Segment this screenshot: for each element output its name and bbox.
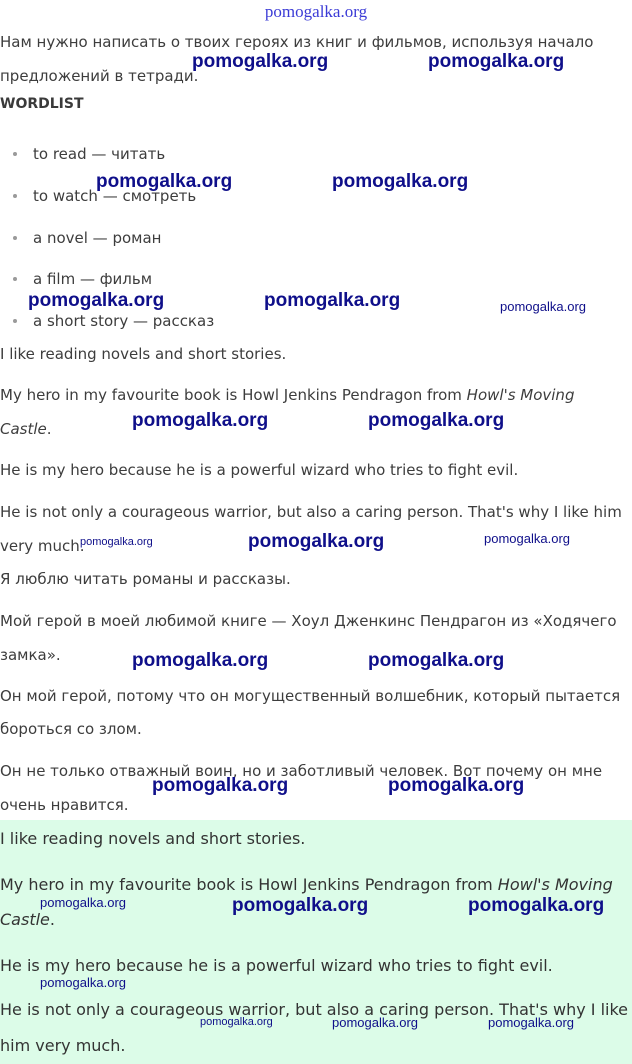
watermark: pomogalka.org bbox=[368, 650, 505, 671]
answer-line-3: He is my hero because he is a powerful wizard who tries to fight evil. bbox=[0, 956, 553, 975]
watermark: pomogalka.org bbox=[132, 410, 269, 431]
bullet-icon bbox=[13, 277, 17, 281]
watermark: pomogalka.org bbox=[40, 895, 126, 910]
watermark: pomogalka.org bbox=[428, 51, 565, 72]
answer-book-title-part-1: Howl's Moving bbox=[497, 875, 613, 894]
book-title-part-2: Castle bbox=[0, 420, 47, 438]
answer-line-2a-text: My hero in my favourite book is Howl Jenkins Pendragon from bbox=[0, 875, 498, 894]
english-line-2a bbox=[0, 386, 574, 404]
watermark: pomogalka.org bbox=[80, 536, 153, 548]
wordlist-item-text: a novel — роман bbox=[33, 229, 162, 247]
watermark: pomogalka.org bbox=[152, 775, 289, 796]
answer-line-4a: He is not only a courageous warrior, but also a caring person. That's why I like bbox=[0, 1000, 629, 1019]
watermark: pomogalka.org bbox=[200, 1016, 273, 1028]
english-line-4b: very much. bbox=[0, 537, 85, 555]
wordlist-heading: WORDLIST bbox=[0, 96, 84, 112]
watermark: pomogalka.org bbox=[264, 290, 401, 311]
watermark: pomogalka.org bbox=[468, 895, 605, 916]
english-line-2b-end: . bbox=[46, 420, 52, 438]
answer-line-2b bbox=[0, 910, 55, 930]
intro-line-1: Нам нужно написать о твоих героях из книг и фильмов, используя начало bbox=[0, 33, 594, 51]
answer-line-2b-end: . bbox=[49, 910, 55, 929]
english-line-4a: He is not only a courageous warrior, but also a caring person. That's why I like him bbox=[0, 503, 622, 521]
watermark: pomogalka.org bbox=[40, 975, 126, 990]
watermark: pomogalka.org bbox=[28, 290, 165, 311]
russian-line-4b: очень нравится. bbox=[0, 796, 129, 814]
bullet-icon bbox=[13, 236, 17, 240]
russian-line-4a: Он не только отважный воин, но и заботливый человек. Вот почему он мне bbox=[0, 762, 603, 780]
wordlist-item-text: a film — фильм bbox=[33, 270, 153, 288]
watermark: pomogalka.org bbox=[232, 895, 369, 916]
watermark: pomogalka.org bbox=[488, 1015, 574, 1030]
english-line-2a-text: My hero in my favourite book is Howl Jenkins Pendragon from bbox=[0, 386, 467, 404]
watermark: pomogalka.org bbox=[388, 775, 525, 796]
bullet-icon bbox=[13, 319, 17, 323]
wordlist-item-text: to read — читать bbox=[33, 145, 166, 163]
watermark: pomogalka.org bbox=[484, 531, 570, 546]
russian-line-1: Я люблю читать романы и рассказы. bbox=[0, 570, 291, 588]
intro-line-2: предложений в тетради. bbox=[0, 67, 199, 85]
watermark: pomogalka.org bbox=[368, 410, 505, 431]
russian-line-3a: Он мой герой, потому что он могущественный волшебник, который пытается bbox=[0, 687, 621, 705]
watermark: pomogalka.org bbox=[132, 650, 269, 671]
answer-line-2a bbox=[0, 875, 613, 895]
watermark: pomogalka.org bbox=[332, 1015, 418, 1030]
english-line-2b bbox=[0, 420, 52, 438]
watermark: pomogalka.org bbox=[500, 299, 586, 314]
russian-line-3b: бороться со злом. bbox=[0, 720, 142, 738]
answer-line-4b: him very much. bbox=[0, 1036, 126, 1055]
watermark: pomogalka.org bbox=[248, 531, 385, 552]
answer-book-title-part-2: Castle bbox=[0, 910, 50, 929]
wordlist-item-text: to watch — смотреть bbox=[33, 187, 197, 205]
russian-line-2a: Мой герой в моей любимой книге — Хоул Дженкинс Пендрагон из «Ходячего bbox=[0, 612, 617, 630]
english-line-3: He is my hero because he is a powerful wizard who tries to fight evil. bbox=[0, 461, 519, 479]
english-line-1: I like reading novels and short stories. bbox=[0, 345, 287, 363]
watermark: pomogalka.org bbox=[192, 51, 329, 72]
wordlist-item-text: a short story — рассказ bbox=[33, 312, 215, 330]
bullet-icon bbox=[13, 194, 17, 198]
russian-line-2b: замка». bbox=[0, 646, 61, 664]
watermark: pomogalka.org bbox=[96, 171, 233, 192]
bullet-icon bbox=[13, 152, 17, 156]
answer-line-1: I like reading novels and short stories. bbox=[0, 829, 306, 848]
site-header-link[interactable]: pomogalka.org bbox=[264, 2, 368, 21]
book-title-part-1: Howl's Moving bbox=[466, 386, 575, 404]
watermark: pomogalka.org bbox=[332, 171, 469, 192]
